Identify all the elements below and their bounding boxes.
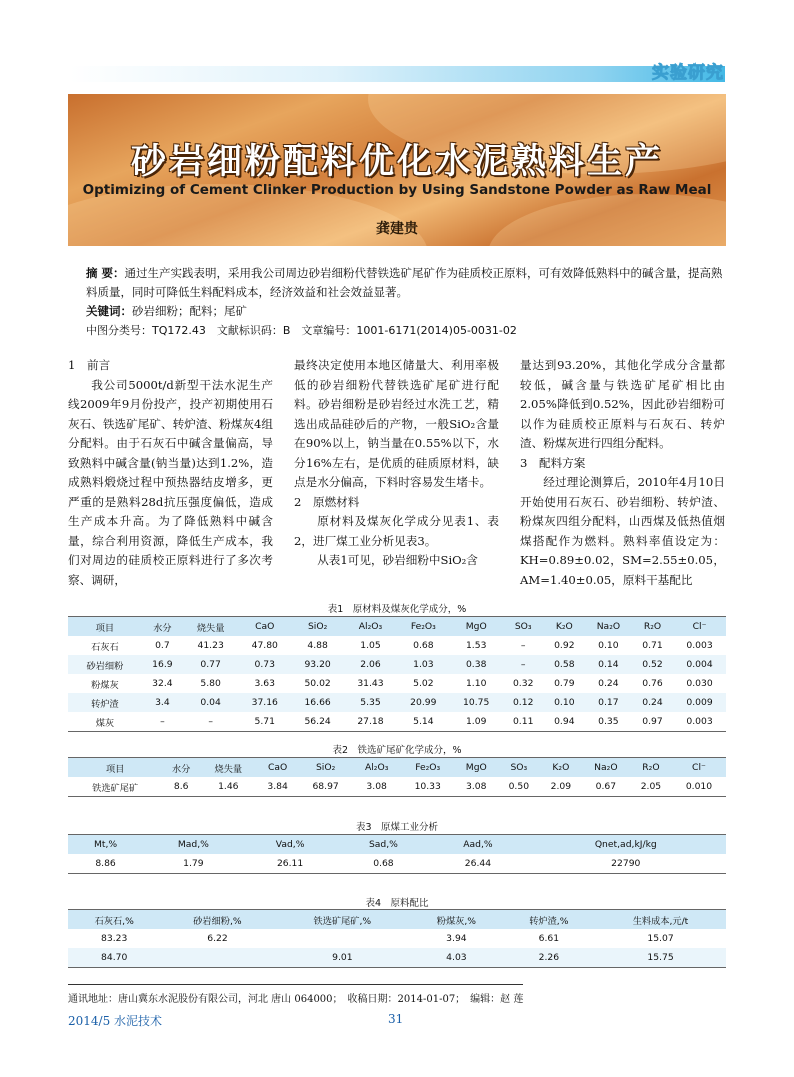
table-cell: 0.003: [686, 640, 713, 651]
table-cell: 2.26: [503, 948, 595, 968]
table-cell: 56.24: [291, 712, 344, 732]
column-header: Aad,%: [430, 835, 525, 855]
paragraph: 最终决定使用本地区储量大、利用率极低的砂岩细粉代替铁选矿尾矿进行配料。砂岩细粉是砂岩经过水洗工艺，精选出成品硅砂后的产物，一般SiO₂含量在90%以上，钠当量在0.55%以下，水分16%左右，是优质的硅质原材料，缺点是水分偏高，下料时容易发生堵卡。: [294, 358, 499, 489]
table4-caption: 表4 原料配比: [365, 898, 429, 909]
table-row: [68, 712, 726, 732]
table-cell: 20.99: [397, 693, 450, 712]
table-cell: –: [503, 655, 544, 674]
table-cell: 68.97: [299, 777, 353, 797]
table-row: [68, 693, 726, 712]
column-header: Na₂O: [585, 617, 632, 637]
table2: [68, 757, 726, 797]
column-header: 烧失量: [183, 617, 238, 637]
table3-caption: 表3 原煤工业分析: [355, 822, 439, 833]
column-header: Cl⁻: [672, 758, 726, 778]
table-cell: 5.80: [200, 678, 221, 689]
paragraph: 经过理论测算后，2010年4月10日开始使用石灰石、砂岩细粉、转炉渣、粉煤灰四组分配料，山西煤及低热值烟煤搭配作为燃料。熟料率值设定为：KH=0.89±0.02，SM=2.55±0.05，AM=1.40±0.05，原料干基配比: [520, 475, 725, 587]
table-cell: 0.73: [238, 655, 291, 674]
column-header: Vad,%: [244, 835, 337, 855]
table-cell: 0.35: [585, 712, 632, 732]
table-cell: 16.9: [142, 655, 183, 674]
column-header: CaO: [257, 758, 299, 778]
table-cell: 8.6: [162, 777, 200, 797]
table-cell: 石灰石: [91, 641, 119, 653]
column-header: Mad,%: [143, 835, 244, 855]
column-header: Al₂O₃: [344, 617, 397, 637]
table-cell: 84.70: [68, 948, 160, 968]
column-header: CaO: [238, 617, 291, 637]
column-header: SiO₂: [291, 617, 344, 637]
table-cell: 3.63: [254, 678, 275, 689]
column-header: 水分: [142, 617, 183, 637]
table-cell: 砂岩细粉: [68, 655, 142, 674]
table-cell: 31.43: [357, 678, 384, 689]
table-cell: 3.84: [257, 777, 299, 797]
column-2: [294, 356, 499, 571]
table-cell: 0.11: [503, 712, 544, 732]
footnote: 通讯地址：唐山冀东水泥股份有限公司，河北 唐山 064000； 收稿日期：2014-01-07； 编辑：赵 莲: [68, 994, 524, 1005]
table-cell: 1.46: [200, 777, 257, 797]
table-cell: 37.16: [238, 693, 291, 712]
table-cell: 32.4: [152, 678, 173, 689]
footnote-rule: [68, 984, 523, 985]
table-row: [68, 674, 726, 693]
table-row: [68, 948, 726, 968]
article-title: 砂岩细粉配料优化水泥熟料生产: [130, 142, 663, 182]
table2-caption: 表2 铁选矿尾矿化学成分，%: [332, 745, 462, 756]
column-header: 烧失量: [200, 758, 257, 778]
table-cell: 10.75: [450, 693, 503, 712]
table-cell: 5.02: [413, 678, 434, 689]
keywords-label: 关键词：: [86, 304, 132, 318]
table-cell: 0.68: [337, 854, 431, 874]
table-cell: 0.79: [554, 678, 575, 689]
column-header: 粉煤灰,%: [410, 910, 502, 930]
column-header: SiO₂: [299, 758, 353, 778]
table-cell: 0.030: [686, 678, 713, 689]
table-cell: 0.24: [632, 693, 673, 712]
table-row: [68, 636, 726, 655]
column-header: Sad,%: [337, 835, 431, 855]
table4: [68, 909, 726, 968]
table-cell: 0.10: [544, 693, 585, 712]
column-header: Qnet,ad,kJ/kg: [526, 835, 726, 855]
column-header: MgO: [450, 617, 503, 637]
table-cell: 0.32: [512, 678, 534, 689]
column-header: Mt,%: [68, 835, 143, 855]
table-cell: 5.14: [397, 712, 450, 732]
table-cell: 0.92: [554, 640, 575, 651]
journal-name: 2014/5 水泥技术: [68, 1014, 163, 1028]
table-cell: 10.33: [401, 777, 455, 797]
table-cell: 粉煤灰: [91, 679, 119, 691]
paragraph: 量达到93.20%，其他化学成分含量都较低，碱含量与铁选矿尾矿相比由2.05%降低到0.52%，因此砂岩细粉可以作为硅质校正原料与石灰石、转炉渣、粉煤灰进行四组分配料。: [520, 358, 725, 450]
classification-line: 中图分类号：TQ172.43 文献标识码：B 文章编号：1001-6171(2014)05-0031-02: [86, 324, 517, 337]
column-1: [68, 356, 273, 590]
table-cell: 93.20: [291, 655, 344, 674]
table-cell: 转炉渣: [68, 693, 142, 712]
table-cell: 0.04: [183, 693, 238, 712]
column-header: Na₂O: [582, 758, 630, 778]
table-cell: 16.66: [291, 693, 344, 712]
column-header: Fe₂O₃: [397, 617, 450, 637]
table1: [68, 616, 726, 732]
table-cell: 50.02: [304, 678, 331, 689]
column-header: SO₃: [503, 617, 544, 637]
table-cell: 0.38: [450, 655, 503, 674]
table-header-row: [68, 758, 726, 778]
table-cell: 27.18: [344, 712, 397, 732]
table-cell: 6.61: [538, 933, 560, 944]
table-row: [68, 655, 726, 674]
table-cell: 0.77: [183, 655, 238, 674]
table-cell: 3.08: [455, 777, 498, 797]
table-cell: 1.79: [143, 854, 244, 874]
column-header: 铁选矿尾矿,%: [274, 910, 410, 930]
table-cell: 47.80: [251, 640, 278, 651]
table-cell: 22790: [526, 854, 726, 874]
paragraph: 我公司5000t/d新型干法水泥生产线2009年9月份投产，投产初期使用石灰石、铁选矿尾矿、转炉渣、粉煤灰4组分配料。由于石灰石中碱含量偏高，导致熟料中碱含量(钠当量)达到1.2%，造成熟料煅烧过程中预热器结皮增多，更严重的是熟料28d抗压强度偏低，造成生产成本升高。为了降低熟料中碱含量，综合利用资源，降低生产成本，我们对周边的硅质校正原料进行了多次考察、调研，: [68, 377, 273, 587]
keywords: [86, 302, 726, 321]
table-cell: 0.97: [632, 712, 673, 732]
column-header: 生料成本,元/t: [595, 910, 726, 930]
table-cell: 2.06: [344, 655, 397, 674]
table-cell: 0.17: [585, 693, 632, 712]
article-title-english: Optimizing of Cement Clinker Production by Using Sandstone Powder as Raw Meal: [82, 182, 712, 198]
table-cell: [274, 929, 410, 948]
table-cell: 0.58: [544, 655, 585, 674]
table3: [68, 834, 726, 874]
table-cell: 3.4: [142, 693, 183, 712]
table-cell: 0.50: [498, 777, 540, 797]
table-cell: 0.76: [642, 678, 663, 689]
table-cell: 6.22: [207, 933, 228, 944]
column-header: MgO: [455, 758, 498, 778]
table-cell: 0.10: [598, 640, 619, 651]
column-3: [520, 356, 725, 590]
table-cell: 0.71: [642, 640, 663, 651]
section-tag: 实验研究: [652, 63, 724, 83]
table-cell: [160, 948, 274, 968]
table-cell: 15.75: [595, 948, 726, 968]
table-row: [68, 777, 726, 797]
table-cell: –: [183, 712, 238, 732]
table-cell: 0.7: [155, 640, 170, 651]
column-header: 砂岩细粉,%: [160, 910, 274, 930]
column-header: Fe₂O₃: [401, 758, 455, 778]
header-band: [70, 66, 725, 82]
table-cell: 0.52: [632, 655, 673, 674]
column-header: K₂O: [544, 617, 585, 637]
column-header: 水分: [162, 758, 200, 778]
table-cell: 1.10: [465, 678, 487, 689]
table-cell: 5.71: [238, 712, 291, 732]
table-header-row: [68, 617, 726, 637]
table-cell: 0.67: [582, 777, 630, 797]
table-cell: 1.05: [360, 640, 381, 651]
table-cell: 0.009: [673, 693, 726, 712]
section-heading-materials: 2 原燃材料: [294, 494, 360, 509]
section-heading-intro: 1 前言: [68, 358, 111, 372]
table-cell: 4.88: [307, 640, 328, 651]
table-row: [68, 929, 726, 948]
table-cell: 0.003: [673, 712, 726, 732]
column-header: K₂O: [540, 758, 582, 778]
paragraph: 原材料及煤灰化学成分见表1、表2，进厂煤工业分析见表3。: [294, 514, 499, 548]
table-cell: 26.11: [244, 854, 337, 874]
abstract: [86, 264, 726, 302]
column-header: R₂O: [630, 758, 672, 778]
column-header: 项目: [68, 617, 142, 637]
table-header-row: [68, 835, 726, 855]
table-cell: 26.44: [430, 854, 525, 874]
table-cell: 4.03: [410, 948, 502, 968]
table-cell: 煤灰: [68, 712, 142, 732]
table-cell: 83.23: [101, 933, 128, 944]
table-cell: –: [142, 712, 183, 732]
column-header: 石灰石,%: [68, 910, 160, 930]
table-cell: 0.010: [672, 777, 726, 797]
table-cell: 41.23: [197, 640, 224, 651]
table-cell: 0.68: [413, 640, 434, 651]
column-header: Cl⁻: [673, 617, 726, 637]
table-cell: 1.09: [450, 712, 503, 732]
table-cell: 2.05: [630, 777, 672, 797]
column-header: R₂O: [632, 617, 673, 637]
column-header: 项目: [68, 758, 162, 778]
column-header: 转炉渣,%: [503, 910, 595, 930]
table-cell: 0.12: [503, 693, 544, 712]
keywords-text: 砂岩细粉；配料；尾矿: [132, 304, 247, 318]
table1-caption: 表1 原材料及煤灰化学成分，%: [327, 604, 467, 615]
table-cell: 8.86: [68, 854, 143, 874]
paragraph: 从表1可见，砂岩细粉中SiO₂含: [317, 553, 478, 567]
title-banner: [68, 94, 726, 246]
table-cell: 0.24: [598, 678, 619, 689]
section-heading-proportion: 3 配料方案: [520, 455, 586, 470]
table-cell: 5.35: [344, 693, 397, 712]
table-cell: 0.14: [585, 655, 632, 674]
table-cell: 9.01: [274, 948, 410, 968]
table-cell: 1.53: [465, 640, 487, 651]
table-cell: 0.004: [673, 655, 726, 674]
table-cell: 铁选矿尾矿: [68, 777, 162, 797]
column-header: Al₂O₃: [353, 758, 401, 778]
column-header: SO₃: [498, 758, 540, 778]
page-number: 31: [388, 1012, 404, 1026]
table-cell: 1.03: [397, 655, 450, 674]
table-cell: 15.07: [647, 933, 674, 944]
table-header-row: [68, 910, 726, 930]
author: 龚建贵: [376, 221, 418, 237]
table-cell: 0.94: [544, 712, 585, 732]
table-row: [68, 854, 726, 874]
table-cell: 3.94: [446, 933, 467, 944]
abstract-text: 通过生产实践表明，采用我公司周边砂岩细粉代替铁选矿尾矿作为硅质校正原料，可有效降低熟料中的碱含量，提高熟料质量，同时可降低生料配料成本，经济效益和社会效益显著。: [86, 266, 723, 299]
table-cell: 3.08: [353, 777, 401, 797]
abstract-label: 摘 要：: [86, 266, 125, 280]
table-cell: –: [520, 640, 526, 651]
table-cell: 2.09: [540, 777, 582, 797]
